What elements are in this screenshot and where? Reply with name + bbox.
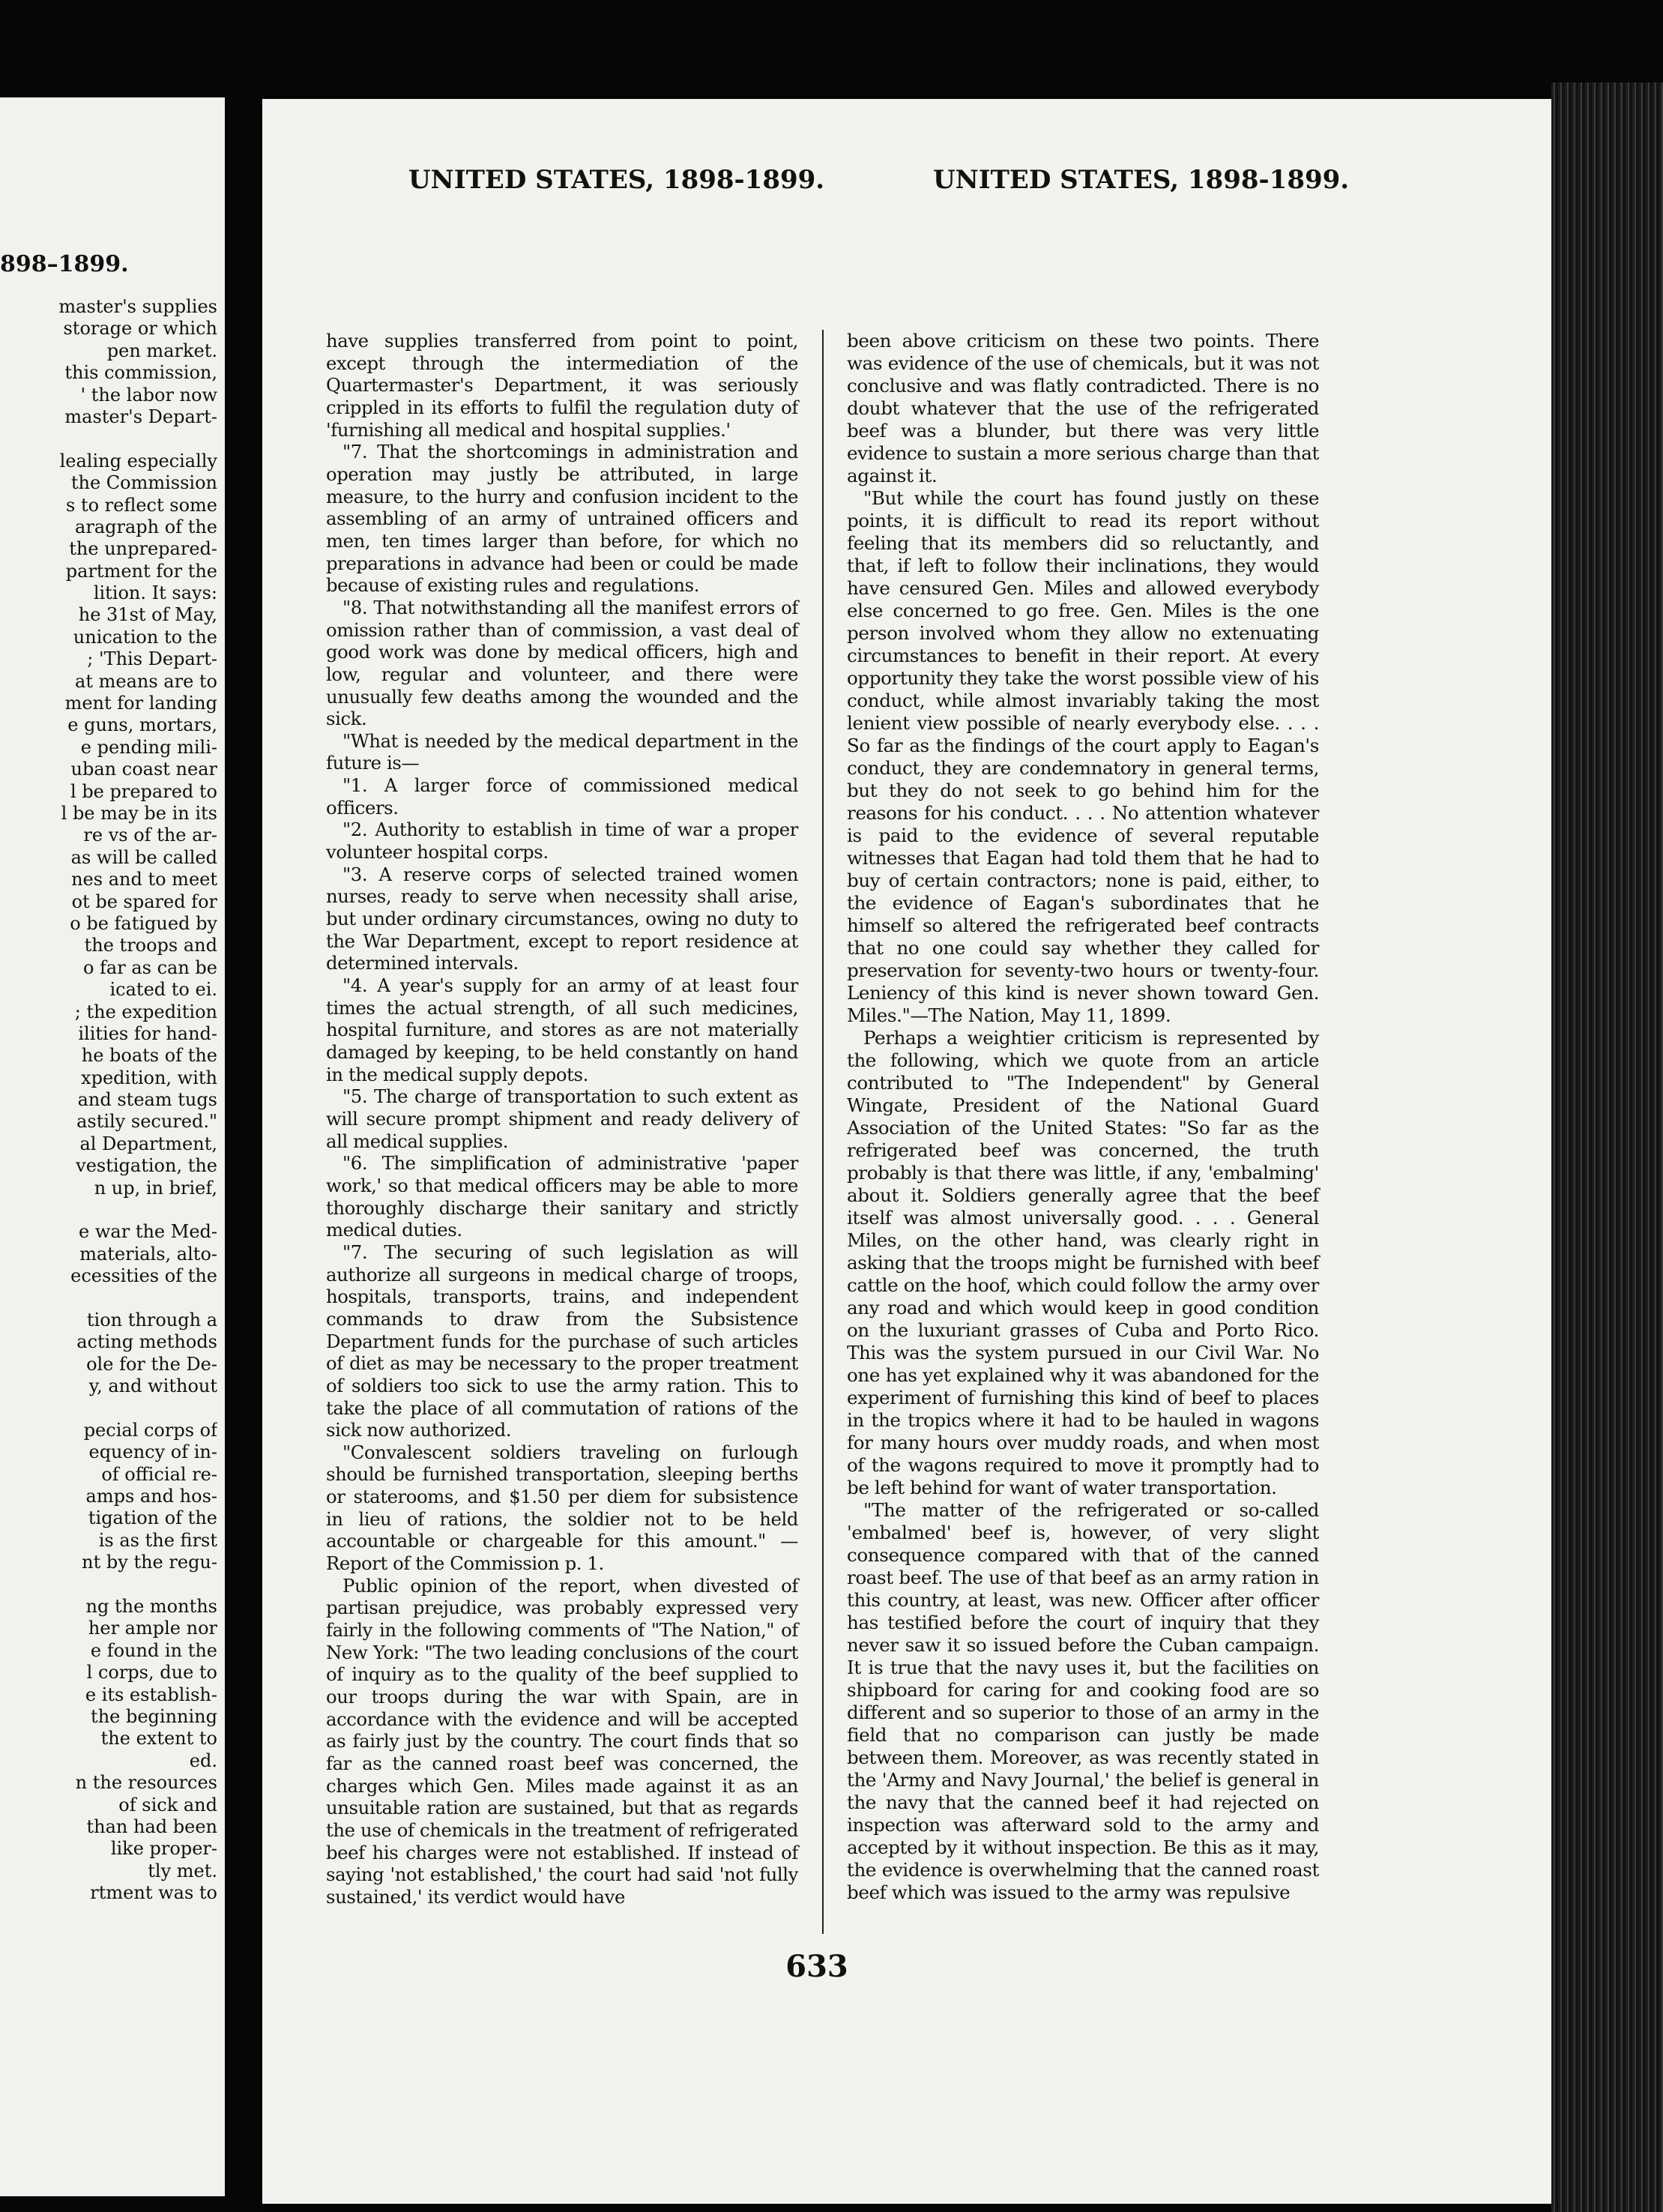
facing-page-line: at means are to [75, 670, 217, 692]
facing-page-text [0, 296, 217, 1905]
facing-page-fragment [0, 97, 225, 2196]
facing-page-line: this commission, [64, 362, 217, 384]
facing-page-line: e found in the [90, 1639, 217, 1661]
facing-page-line: and steam tugs [77, 1089, 217, 1111]
running-header-right: UNITED STATES, 1898-1899. [933, 165, 1350, 195]
paragraph: "6. The simplification of administrative 'paper work,' so that medical officers may be able to more thoroughly discharge their sanitary and strictly medical duties. [326, 1152, 798, 1241]
facing-page-line: ; 'This Depart- [87, 648, 217, 670]
facing-page-line: nt by the regu- [82, 1552, 217, 1573]
facing-page-line [0, 1398, 217, 1420]
facing-page-line: is as the first [98, 1529, 217, 1551]
facing-page-line: lealing especially [59, 450, 217, 471]
facing-page-line: he 31st of May, [78, 604, 217, 626]
column-rule [822, 330, 824, 1934]
facing-page-line: re vs of the ar- [83, 825, 217, 846]
paragraph: "Convalescent soldiers traveling on furlough should be furnished transportation, sleeping berths or staterooms, and $1.50 per diem for subsistence in lieu of rations, the soldier not to be held accountable or chargeable for this amount." —Report of the Commission p. 1. [326, 1441, 798, 1575]
facing-page-line: e pending mili- [80, 736, 217, 758]
facing-page-line: of official re- [101, 1463, 217, 1485]
facing-page-line: ment for landing [64, 693, 217, 714]
page-number: 633 [785, 1949, 848, 1984]
facing-page-line: pen market. [106, 340, 217, 361]
facing-page-line: equency of in- [88, 1441, 217, 1463]
facing-page-line [0, 1288, 217, 1310]
paragraph: Perhaps a weightier criticism is represented by the following, which we quote from an article contributed to "The Independent" by General Wingate, President of the National Guard Association of the United States: "So far as the refrigerated beef was concerned, the truth probably is that there was little, if any, 'embalming' about it. Soldiers generally agree that the beef itself was almost universally good. . . . General Miles, on the other hand, was clearly right in asking that the troops might be furnished with beef cattle on the hoof, which could follow the army over any road and which would keep in good condition on the luxuriant grasses of Cuba and Porto Rico. This was the system pursued in our Civil War. No one has yet explained why it was abandoned for the experiment of furnishing this kind of beef to places in the tropics where it had to be hauled in wagons for many hours over muddy roads, and when most of the wagons required to move it promptly had to be left behind for want of water transportation. [847, 1027, 1319, 1498]
facing-page-line: materials, alto- [79, 1243, 217, 1265]
paragraph: "2. Authority to establish in time of war a proper volunteer hospital corps. [326, 819, 798, 864]
facing-page-line: y, and without [88, 1375, 217, 1397]
facing-page-line: al Department, [79, 1133, 217, 1154]
facing-page-line: ecessities of the [70, 1265, 217, 1287]
facing-page-line: e war the Med- [79, 1221, 217, 1243]
facing-page-line: xpedition, with [81, 1067, 217, 1088]
facing-page-line: the Commission [70, 472, 217, 494]
paragraph: "What is needed by the medical department in the future is— [326, 729, 798, 774]
paragraph: "The matter of the refrigerated or so-called 'embalmed' beef is, however, of very slight consequence compared with that of the canned roast beef. The use of that beef as an army ration in this country, at least, was new. Officer after officer has testified before the court of inquiry that they never saw it so issued before the Cuban campaign. It is true that the navy uses it, but the facilities on shipboard for caring for and cooking food are so different and so superior to those of an army in the field that no comparison can justly be made between them. Moreover, as was recently stated in the 'Army and Navy Journal,' the belief is general in the navy that the canned beef it had rejected on inspection was afterward sold to the army and accepted by it without inspection. Be this as it may, the evidence is overwhelming that the canned roast beef which was issued to the army was repulsive [847, 1499, 1319, 1903]
facing-page-line: the unprepared- [69, 538, 217, 560]
facing-page-line: vestigation, the [76, 1155, 217, 1177]
facing-page-line [0, 1199, 217, 1221]
paragraph: been above criticism on these two points. There was evidence of the use of chemicals, but it was not conclusive and was flatly contradicted. There is no doubt whatever that the use of the refrigerated beef was a blunder, but there was very little evidence to sustain a more serious charge than that against it. [847, 330, 1319, 486]
facing-page-line: partment for the [65, 560, 217, 582]
facing-page-line: l be may be in its [61, 802, 217, 824]
facing-page-header: 898–1899. [0, 251, 129, 277]
paragraph: "7. That the shortcomings in administration and operation may justly be attributed, in large measure, to the hurry and confusion incident to the assembling of an army of untrained officers and men, ten times larger than before, for which no preparations in advance had been or could be made because of existing rules and regulations. [326, 441, 798, 597]
facing-page-line: tly met. [148, 1860, 217, 1881]
facing-page-line: the troops and [84, 935, 217, 956]
text-column-left [326, 330, 798, 1908]
facing-page-line: master's Depart- [64, 406, 217, 427]
paragraph: "But while the court has found justly on these points, it is difficult to read its report without feeling that its members did so reluctantly, and that, if left to follow their inclinations, they would have censured Gen. Miles and allowed everybody else concerned to go free. Gen. Miles is the one person involved whom they allow no extenuating circumstances to benefit in their report. At every opportunity they take the worst possible view of his conduct, while almost invariably taking the most lenient view possible of nearly everybody else. . . . So far as the findings of the court apply to Eagan's conduct, they are condemnatory in general terms, but they do not seek to go behind him for the reasons for his conduct. . . . No attention whatever is paid to the evidence of several reputable witnesses that Eagan had told them that he had to buy of certain contractors; none is paid, either, to the evidence of Eagan's subordinates that he himself so altered the refrigerated beef contracts that no one could say whether they called for preservation for seventy-two hours or twenty-four. Leniency of this kind is never shown toward Gen. Miles."—The Nation, May 11, 1899. [847, 487, 1319, 1026]
facing-page-line [0, 428, 217, 450]
facing-page-line: n the resources [75, 1772, 217, 1794]
facing-page-line: tion through a [86, 1309, 217, 1330]
facing-page-line: uban coast near [70, 759, 217, 780]
running-header-left: UNITED STATES, 1898-1899. [408, 165, 825, 195]
facing-page-line: acting methods [76, 1331, 217, 1353]
book-edge [1551, 82, 1663, 2212]
paragraph: have supplies transferred from point to point, except through the intermediation of the Quartermaster's Department, it was seriously crippled in its efforts to fulfil the regulation duty of 'furnishing all medical and hospital supplies.' [326, 330, 798, 441]
paragraph: "5. The charge of transportation to such extent as will secure prompt shipment and ready delivery of all medical supplies. [326, 1085, 798, 1152]
text-column-right [847, 330, 1319, 1904]
facing-page-line: tigation of the [88, 1507, 217, 1529]
facing-page-line: her ample nor [88, 1618, 217, 1639]
facing-page-line: astily secured." [76, 1111, 217, 1133]
facing-page-line: l corps, due to [86, 1662, 217, 1684]
facing-page-line: the extent to [100, 1728, 217, 1750]
facing-page-line: n up, in brief, [94, 1177, 217, 1199]
facing-page-line: nes and to meet [71, 869, 217, 890]
facing-page-line: rtment was to [90, 1882, 217, 1904]
facing-page-line: s to reflect some [66, 494, 217, 516]
facing-page-line: ' the labor now [80, 384, 217, 406]
facing-page-line: like proper- [110, 1838, 217, 1860]
facing-page-line: the beginning [91, 1706, 217, 1727]
facing-page-line: e its establish- [85, 1684, 217, 1705]
paragraph: "4. A year's supply for an army of at least four times the actual strength, of all such medicines, hospital furniture, and stores as are not materially damaged by keeping, to be held constantly on hand in the medical supply depots. [326, 974, 798, 1085]
facing-page-line: aragraph of the [75, 516, 217, 537]
facing-page-line: unication to the [73, 626, 217, 648]
facing-page-line: as will be called [70, 846, 217, 868]
facing-page-line: ole for the De- [86, 1353, 217, 1375]
paragraph: "1. A larger force of commissioned medical officers. [326, 774, 798, 819]
facing-page-line: pecial corps of [83, 1419, 217, 1441]
facing-page-line: icated to ei. [109, 979, 217, 1001]
facing-page-line: than had been [86, 1815, 217, 1837]
facing-page-line: he boats of the [81, 1045, 217, 1067]
facing-page-line: ilities for hand- [78, 1022, 217, 1044]
paragraph: "8. That notwithstanding all the manifest errors of omission rather than of commission, a vast deal of good work was done by medical officers, high and low, regular and volunteer, and there were unusually few deaths among the wounded and the sick. [326, 596, 798, 730]
paragraph: Public opinion of the report, when divested of partisan prejudice, was probably expressed very fairly in the following comments of "The Nation," of New York: "The two leading conclusions of the court of inquiry as to the quality of the beef supplied to our troops during the war with Spain, are in accordance with the evidence and will be accepted as fairly just by the country. The court finds that so far as the canned roast beef was concerned, the charges which Gen. Miles made against it as an unsuitable ration are sustained, but that as regards the use of chemicals in the treatment of refrigerated beef his charges were not established. If instead of saying 'not established,' the court had said 'not fully sustained,' its verdict would have [326, 1574, 798, 1908]
facing-page-line: lition. It says: [93, 582, 217, 604]
facing-page-line: ; the expedition [74, 1001, 217, 1022]
facing-page-line [0, 1574, 217, 1596]
paragraph: "7. The securing of such legislation as will authorize all surgeons in medical charge of troops, hospitals, transports, trains, and independent commands to draw from the Subsistence Department funds for the purchase of such articles of diet as may be necessary to the proper treatment of soldiers too sick to use the army ration. This to take the place of all commutation of rations of the sick now authorized. [326, 1241, 798, 1441]
facing-page-line: storage or which [63, 318, 217, 340]
facing-page-line: of sick and [118, 1794, 217, 1815]
facing-page-line: o be fatigued by [70, 912, 217, 934]
facing-page-line: amps and hos- [85, 1486, 217, 1507]
facing-page-line: ot be spared for [71, 890, 217, 912]
paragraph: "3. A reserve corps of selected trained women nurses, ready to serve when necessity shall arise, but under ordinary circumstances, owing no duty to the War Department, except to report residence at determined intervals. [326, 863, 798, 974]
facing-page-line: ed. [189, 1750, 217, 1771]
facing-page-line: o far as can be [82, 956, 217, 978]
facing-page-line: e guns, mortars, [67, 714, 217, 736]
facing-page-line: master's supplies [58, 296, 217, 317]
facing-page-line: ng the months [85, 1596, 217, 1618]
facing-page-line: l be prepared to [70, 780, 217, 802]
